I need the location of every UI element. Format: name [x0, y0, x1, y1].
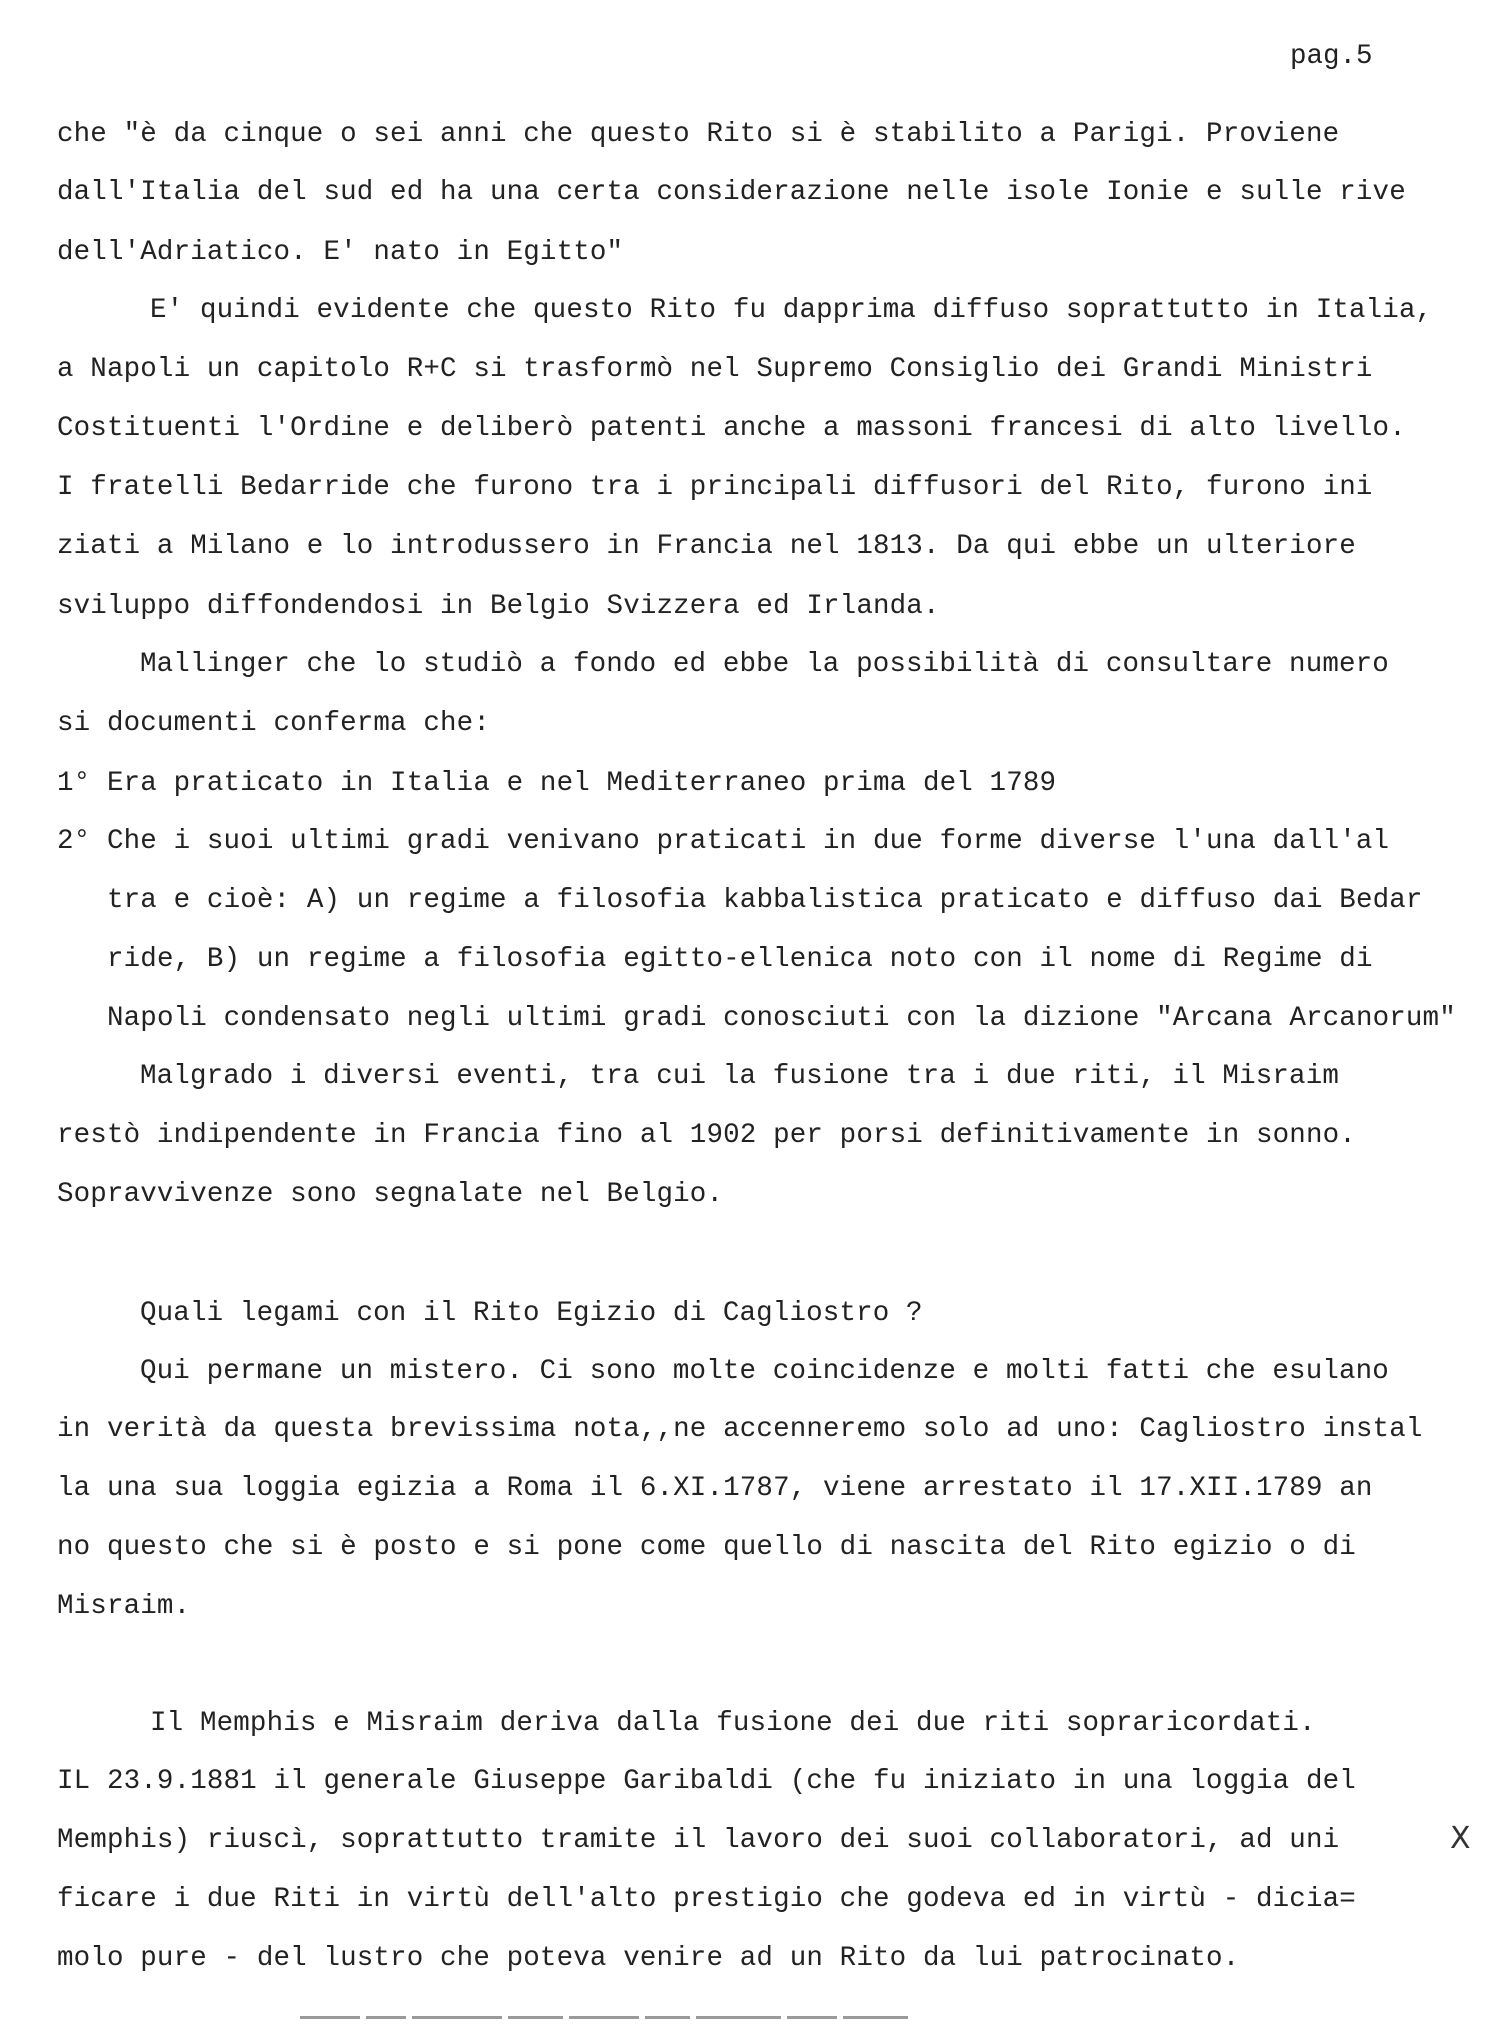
- text-line: in verità da questa brevissima nota,,ne accenneremo solo ad uno: Cagliostro instal: [57, 1414, 1423, 1445]
- text-line: Il Memphis e Misraim deriva dalla fusione dei due riti sopraricordati.: [150, 1708, 1316, 1739]
- text-line: che "è da cinque o sei anni che questo Rito si è stabilito a Parigi. Proviene: [57, 119, 1340, 150]
- text-line: Memphis) riuscì, soprattutto tramite il lavoro dei suoi collaboratori, ad uni: [57, 1825, 1340, 1856]
- text-line: a Napoli un capitolo R+C si trasformò nel Supremo Consiglio dei Grandi Ministri: [57, 354, 1373, 385]
- text-line: Napoli condensato negli ultimi gradi conosciuti con la dizione "Arcana Arcanorum": [107, 1003, 1456, 1034]
- text-line: Sopravvivenze sono segnalate nel Belgio.: [57, 1179, 724, 1210]
- text-line: ficare i due Riti in virtù dell'alto prestigio che godeva ed in virtù - dicia=: [57, 1884, 1356, 1915]
- page-number: pag.5: [1290, 41, 1373, 72]
- text-line: E' quindi evidente che questo Rito fu dapprima diffuso soprattutto in Italia,: [150, 295, 1433, 326]
- text-line: tra e cioè: A) un regime a filosofia kabbalistica praticato e diffuso dai Bedar: [107, 885, 1423, 916]
- text-line: 2° Che i suoi ultimi gradi venivano praticati in due forme diverse l'una dall'al: [57, 826, 1390, 857]
- text-line: si documenti conferma che:: [57, 708, 490, 739]
- text-line: I fratelli Bedarride che furono tra i principali diffusori del Rito, furono ini: [57, 472, 1373, 503]
- text-line: ride, B) un regime a filosofia egitto-ellenica noto con il nome di Regime di: [107, 944, 1373, 975]
- text-line: la una sua loggia egizia a Roma il 6.XI.1787, viene arrestato il 17.XII.1789 an: [57, 1473, 1373, 1504]
- margin-x-mark: X: [1450, 1821, 1471, 1856]
- text-line: Qui permane un mistero. Ci sono molte coincidenze e molti fatti che esulano: [140, 1356, 1389, 1387]
- text-line: Mallinger che lo studiò a fondo ed ebbe la possibilità di consultare numero: [140, 649, 1389, 680]
- text-line: 1° Era praticato in Italia e nel Mediterraneo prima del 1789: [57, 768, 1057, 799]
- text-line: Malgrado i diversi eventi, tra cui la fusione tra i due riti, il Misraim: [140, 1061, 1339, 1092]
- text-line: dell'Adriatico. E' nato in Egitto": [57, 237, 624, 268]
- text-line: dall'Italia del sud ed ha una certa considerazione nelle isole Ionie e sulle rive: [57, 177, 1406, 208]
- text-line: IL 23.9.1881 il generale Giuseppe Garibaldi (che fu iniziato in una loggia del: [57, 1766, 1356, 1797]
- text-line: Costituenti l'Ordine e deliberò patenti anche a massoni francesi di alto livello.: [57, 413, 1406, 444]
- text-line: no questo che si è posto e si pone come quello di nascita del Rito egizio o di: [57, 1532, 1356, 1563]
- section-heading: Quali legami con il Rito Egizio di Cagliostro ?: [140, 1298, 923, 1329]
- text-line: sviluppo diffondendosi in Belgio Svizzera ed Irlanda.: [57, 591, 940, 622]
- text-line: Misraim.: [57, 1591, 191, 1622]
- text-line: ziati a Milano e lo introdussero in Francia nel 1813. Da qui ebbe un ulteriore: [57, 531, 1356, 562]
- bottom-edge-mark: [300, 2008, 1060, 2014]
- text-line: molo pure - del lustro che poteva venire ad un Rito da lui patrocinato.: [57, 1943, 1240, 1974]
- text-line: restò indipendente in Francia fino al 1902 per porsi definitivamente in sonno.: [57, 1120, 1356, 1151]
